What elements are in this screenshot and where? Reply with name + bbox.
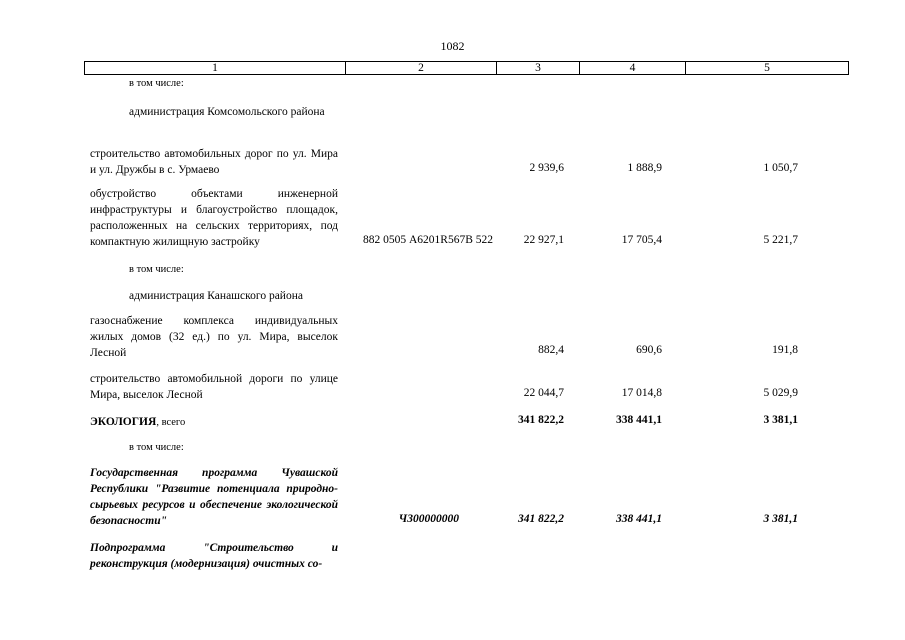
section-title-suffix: , всего	[156, 417, 186, 428]
row-value-col-3: 22 044,7	[523, 387, 564, 399]
row-value-col-4: 690,6	[636, 344, 662, 356]
row-value-col-5: 1 050,7	[763, 162, 798, 174]
row-name: администрация Канашского района	[129, 290, 303, 302]
row-value-col-3: 2 939,6	[529, 162, 564, 174]
row-value-col-5: 3 381,1	[763, 414, 798, 426]
row-code: Ч300000000	[398, 513, 459, 525]
row-value-col-3: 882,4	[538, 344, 564, 356]
row-value-col-4: 1 888,9	[627, 162, 662, 174]
row-value-col-5: 5 029,9	[763, 387, 798, 399]
row-value-col-4: 17 014,8	[621, 387, 662, 399]
header-col-5: 5	[685, 62, 848, 74]
section-title: ЭКОЛОГИЯ	[90, 416, 157, 428]
row-name: обустройство объектами инженерной инфраструктуры и благоустройство площадок, расположенных на сельских территориях, под компактную жилищную застройку	[90, 188, 338, 248]
row-name: в том числе:	[129, 442, 184, 453]
header-col-2: 2	[345, 62, 496, 74]
row-code: 882 0505 А6201R567В 522	[362, 234, 493, 246]
row-value-col-3: 341 822,2	[518, 513, 564, 525]
header-col-3: 3	[496, 62, 579, 74]
row-name: Государственная программа Чувашской Республики "Развитие потенциала природно-сырьевых ресурсов и обеспечение экологической безопасности"	[90, 467, 338, 527]
page-number: 1082	[440, 39, 465, 53]
row-name: Подпрограмма "Строительство и реконструкция (модернизация) очистных со-	[90, 542, 338, 570]
row-name: строительство автомобильных дорог по ул. Мира и ул. Дружбы в с. Урмаево	[90, 148, 338, 176]
row-name: администрация Комсомольского района	[129, 106, 325, 118]
row-value-col-4: 338 441,1	[616, 414, 662, 426]
header-col-4: 4	[579, 62, 685, 74]
header-col-1: 1	[212, 62, 218, 74]
row-value-col-4: 17 705,4	[621, 234, 662, 246]
row-name: в том числе:	[129, 78, 184, 89]
row-name: газоснабжение комплекса индивидуальных жилых домов (32 ед.) по ул. Мира, выселок Лесной	[90, 315, 338, 359]
row-value-col-4: 338 441,1	[616, 513, 662, 525]
row-name	[90, 414, 338, 431]
row-value-col-3: 22 927,1	[523, 234, 564, 246]
row-name: в том числе:	[129, 264, 184, 275]
row-value-col-5: 5 221,7	[763, 234, 798, 246]
row-value-col-3: 341 822,2	[518, 414, 564, 426]
row-value-col-5: 3 381,1	[763, 513, 798, 525]
table-header	[84, 61, 849, 75]
row-name: строительство автомобильной дороги по улице Мира, выселок Лесной	[90, 373, 338, 401]
row-value-col-5: 191,8	[772, 344, 798, 356]
